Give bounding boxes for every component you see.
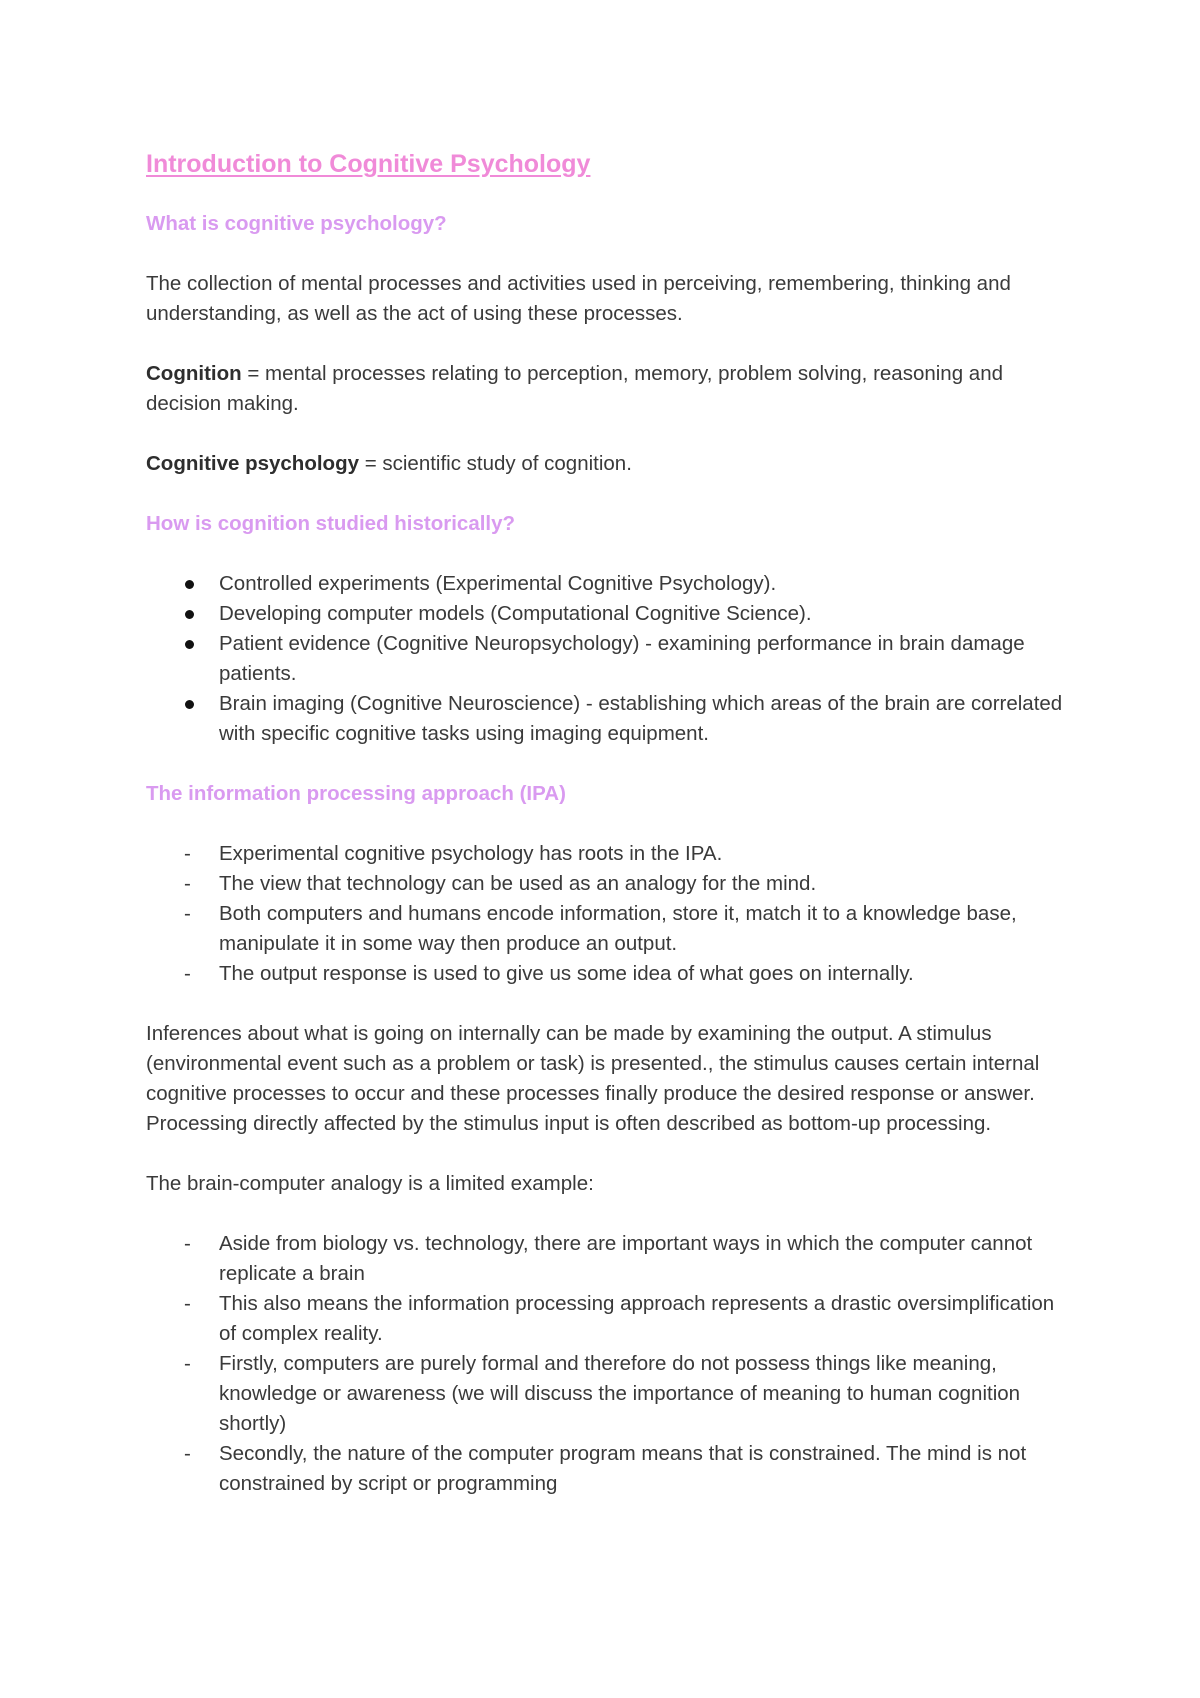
section-heading-history: How is cognition studied historically? [146, 511, 516, 535]
intro-paragraph: The collection of mental processes and activities used in perceiving, remembering, thinking and understanding, as well as the act of using these processes. [146, 271, 1011, 325]
dash-marker: - [184, 961, 191, 985]
dash-marker: - [184, 1231, 191, 1255]
analogy-intro: The brain-computer analogy is a limited example: [146, 1171, 594, 1195]
list-item-text: Secondly, the nature of the computer program means that is constrained. The mind is not constrained by script or programming [219, 1441, 1027, 1495]
list-item [146, 1349, 1066, 1439]
list-item-text: Aside from biology vs. technology, there are important ways in which the computer cannot replicate a brain [219, 1231, 1033, 1285]
definition-text: = mental processes relating to perception, memory, problem solving, reasoning and decision making. [146, 361, 1004, 415]
list-item-text: Both computers and humans encode information, store it, match it to a knowledge base, manipulate it in some way then produce an output. [219, 901, 1017, 955]
page-title: Introduction to Cognitive Psychology [146, 150, 591, 178]
list-item: Brain imaging (Cognitive Neuroscience) - establishing which areas of the brain are correlated with specific cognitive tasks using imaging equipment. [146, 689, 1066, 749]
ipa-dash-list [146, 839, 1066, 989]
list-item [146, 899, 1066, 959]
definition-cognition [146, 359, 1066, 419]
list-item-text: Experimental cognitive psychology has roots in the IPA. [219, 841, 723, 865]
history-bullet-list [146, 569, 1066, 749]
dash-marker: - [184, 1291, 191, 1315]
analogy-dash-list [146, 1229, 1066, 1499]
list-item [146, 869, 1066, 899]
dash-marker: - [184, 841, 191, 865]
definition-term: Cognition [146, 361, 242, 385]
dash-marker: - [184, 1441, 191, 1465]
section-heading-ipa: The information processing approach (IPA) [146, 781, 566, 805]
list-item: Patient evidence (Cognitive Neuropsychology) - examining performance in brain damage patients. [146, 629, 1066, 689]
list-item-text: The view that technology can be used as an analogy for the mind. [219, 871, 817, 895]
section-heading-what-is: What is cognitive psychology? [146, 211, 447, 235]
list-item: Controlled experiments (Experimental Cognitive Psychology). [146, 569, 1066, 599]
list-item: Developing computer models (Computational Cognitive Science). [146, 599, 1066, 629]
list-item-text: The output response is used to give us some idea of what goes on internally. [219, 961, 914, 985]
dash-marker: - [184, 1351, 191, 1375]
list-item-text: Firstly, computers are purely formal and therefore do not possess things like meaning, knowledge or awareness (we will discuss the importance of meaning to human cognition shortly) [219, 1351, 1021, 1435]
list-item [146, 1439, 1066, 1499]
list-item [146, 959, 1066, 989]
definition-cognitive-psychology [146, 449, 1066, 479]
list-item-text: This also means the information processing approach represents a drastic oversimplification of complex reality. [219, 1291, 1055, 1345]
list-item [146, 1289, 1066, 1349]
definition-text: = scientific study of cognition. [359, 451, 632, 475]
list-item [146, 839, 1066, 869]
dash-marker: - [184, 871, 191, 895]
definition-term: Cognitive psychology [146, 451, 359, 475]
inference-paragraph: Inferences about what is going on internally can be made by examining the output. A stimulus (environmental event such as a problem or task) is presented., the stimulus causes certain internal cognitive processes to occur and these processes finally produce the desired response or answer. Processing directly affected by the stimulus input is often described as bottom-up processing. [146, 1021, 1040, 1135]
dash-marker: - [184, 901, 191, 925]
list-item [146, 1229, 1066, 1289]
document-page [146, 140, 1066, 1499]
